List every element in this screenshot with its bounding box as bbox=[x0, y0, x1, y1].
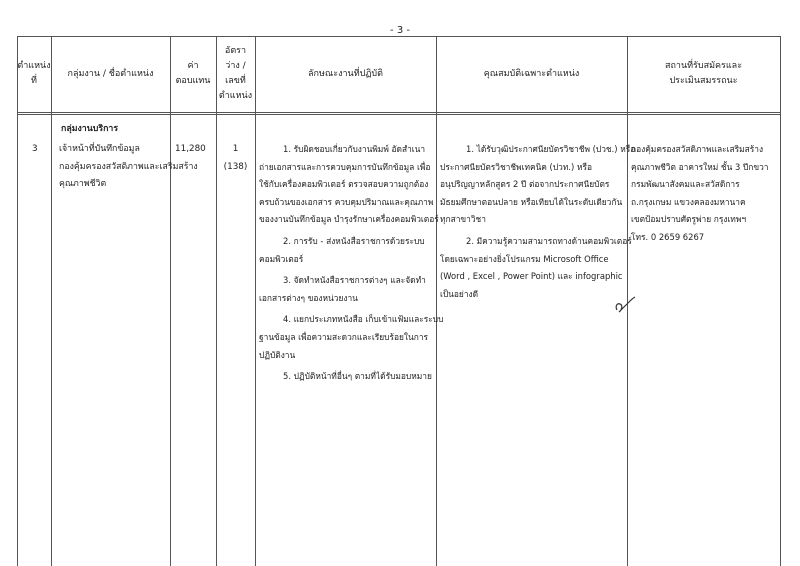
duty-line: 2. การรับ - ส่งหนังสือราชการด้วยระบบ bbox=[283, 235, 425, 246]
duty-line: 3. จัดทำหนังสือราชการต่างๆ และจัดทำ bbox=[283, 275, 426, 286]
header-no-line: ตำแหน่ง bbox=[17, 61, 51, 71]
duty-line: ถ่ายเอกสารและการควบคุมการบันทึกข้อมูล เพื่อ bbox=[259, 161, 431, 172]
qualification-line: 2. มีความรู้ความสามารถทางด้านคอมพิวเตอร์ bbox=[466, 235, 632, 246]
header-divider bbox=[17, 112, 781, 113]
qualifications-text bbox=[436, 141, 635, 303]
vacancy-count: 1 bbox=[232, 144, 239, 154]
group-name: กลุ่มงานบริการ bbox=[61, 124, 119, 134]
header-place-line: ประเมินสมรรถนะ bbox=[669, 76, 738, 86]
position-line: คุณภาพชีวิต bbox=[59, 179, 107, 190]
qualification-line: 1. ได้รับวุฒิประกาศนียบัตรวิชาชีพ (ปวช.) หรือ bbox=[466, 144, 636, 154]
duty-line: เอกสารต่างๆ ของหน่วยงาน bbox=[259, 292, 358, 303]
page-number: - 3 - bbox=[390, 25, 410, 36]
header-salary bbox=[170, 36, 216, 112]
header-no bbox=[17, 36, 51, 112]
header-salary-line: ตอบแทน bbox=[175, 76, 211, 86]
header-qualifications: คุณสมบัติเฉพาะตำแหน่ง bbox=[483, 68, 580, 79]
qualification-line: ประกาศนียบัตรวิชาชีพเทคนิค (ปวท.) หรือ bbox=[440, 161, 593, 172]
duty-line: 4. แยกประเภทหนังสือ เก็บเข้าแฟ้มและระบบ bbox=[283, 314, 444, 325]
header-no-line: ที่ bbox=[31, 76, 37, 86]
qualification-line: อนุปริญญาหลักสูตร 2 ปี ต่อจากประกาศนียบัตร bbox=[440, 179, 610, 190]
header-divider bbox=[17, 114, 781, 115]
header-vacancy-line: ว่าง / bbox=[225, 61, 246, 71]
header-group-position: กลุ่มงาน / ชื่อตำแหน่ง bbox=[67, 68, 154, 79]
duty-line: ครบถ้วนของเอกสาร ควบคุมปริมาณและคุณภาพ bbox=[259, 196, 434, 207]
header-place bbox=[627, 36, 780, 112]
header-vacancy bbox=[216, 36, 255, 112]
row-number: 3 bbox=[32, 144, 38, 154]
header-vacancy-line: ตำแหน่ง bbox=[218, 91, 253, 101]
duty-line: 1. รับผิดชอบเกี่ยวกับงานพิมพ์ อัดสำเนา bbox=[283, 144, 426, 154]
header-vacancy-line: อัตรา bbox=[224, 46, 247, 56]
header-salary-line: ค่า bbox=[187, 61, 199, 71]
duty-line: 5. ปฏิบัติหน้าที่อื่นๆ ตามที่ได้รับมอบหมาย bbox=[283, 371, 432, 382]
place-line: โทร. 0 2659 6267 bbox=[631, 231, 705, 242]
place-line: คุณภาพชีวิต อาคารใหม่ ชั้น 3 ปีกขวา bbox=[631, 161, 769, 172]
handwritten-check-mark bbox=[614, 296, 638, 318]
header-duties: ลักษณะงานที่ปฏิบัติ bbox=[308, 68, 383, 79]
duty-line: ใช้กับเครื่องคอมพิวเตอร์ ตรวจสอบความถูกต้อง bbox=[259, 179, 429, 190]
qualification-line: (Word , Excel , Power Point) และ infographic bbox=[440, 271, 623, 282]
header-place-line: สถานที่รับสมัครและ bbox=[664, 61, 743, 71]
qualification-line: ทุกสาขาวิชา bbox=[440, 214, 486, 225]
qualification-line: เป็นอย่างดี bbox=[440, 288, 479, 299]
table-border-right bbox=[780, 36, 781, 566]
duty-line: ปฏิบัติงาน bbox=[259, 349, 296, 360]
place-line: เขตป้อมปราบศัตรูพ่าย กรุงเทพฯ bbox=[631, 214, 747, 225]
duty-line: ฐานข้อมูล เพื่อความสะดวกและเรียบร้อยในการ bbox=[259, 331, 429, 342]
table-border-left bbox=[17, 36, 18, 566]
position-table bbox=[17, 36, 781, 566]
column-divider bbox=[216, 36, 217, 566]
position-line: เจ้าหน้าที่บันทึกข้อมูล bbox=[59, 144, 140, 154]
qualification-line: มัธยมศึกษาตอนปลาย หรือเทียบได้ในระดับเดียวกัน bbox=[440, 196, 623, 207]
duty-line: ของงานบันทึกข้อมูล บำรุงรักษาเครื่องคอมพิวเตอร์ bbox=[259, 214, 439, 225]
position-line: กองคุ้มครองสวัสดิภาพและเสริมสร้าง bbox=[59, 161, 198, 172]
qualification-line: โดยเฉพาะอย่างยิ่งโปรแกรม Microsoft Office bbox=[440, 253, 609, 264]
place-line: ถ.กรุงเกษม แขวงคลองมหานาค bbox=[631, 196, 746, 207]
position-number: (138) bbox=[223, 161, 248, 172]
column-divider bbox=[170, 36, 171, 566]
duty-line: คอมพิวเตอร์ bbox=[259, 253, 304, 264]
salary-value: 11,280 bbox=[175, 144, 206, 154]
place-line: กรมพัฒนาสังคมและสวัสดิการ bbox=[631, 179, 740, 190]
column-divider bbox=[51, 36, 52, 566]
vacancy-value bbox=[216, 141, 255, 176]
application-place bbox=[631, 141, 769, 247]
place-line: กองคุ้มครองสวัสดิภาพและเสริมสร้าง bbox=[631, 144, 764, 154]
duties-text bbox=[255, 141, 443, 386]
header-vacancy-line: เลขที่ bbox=[225, 76, 246, 86]
